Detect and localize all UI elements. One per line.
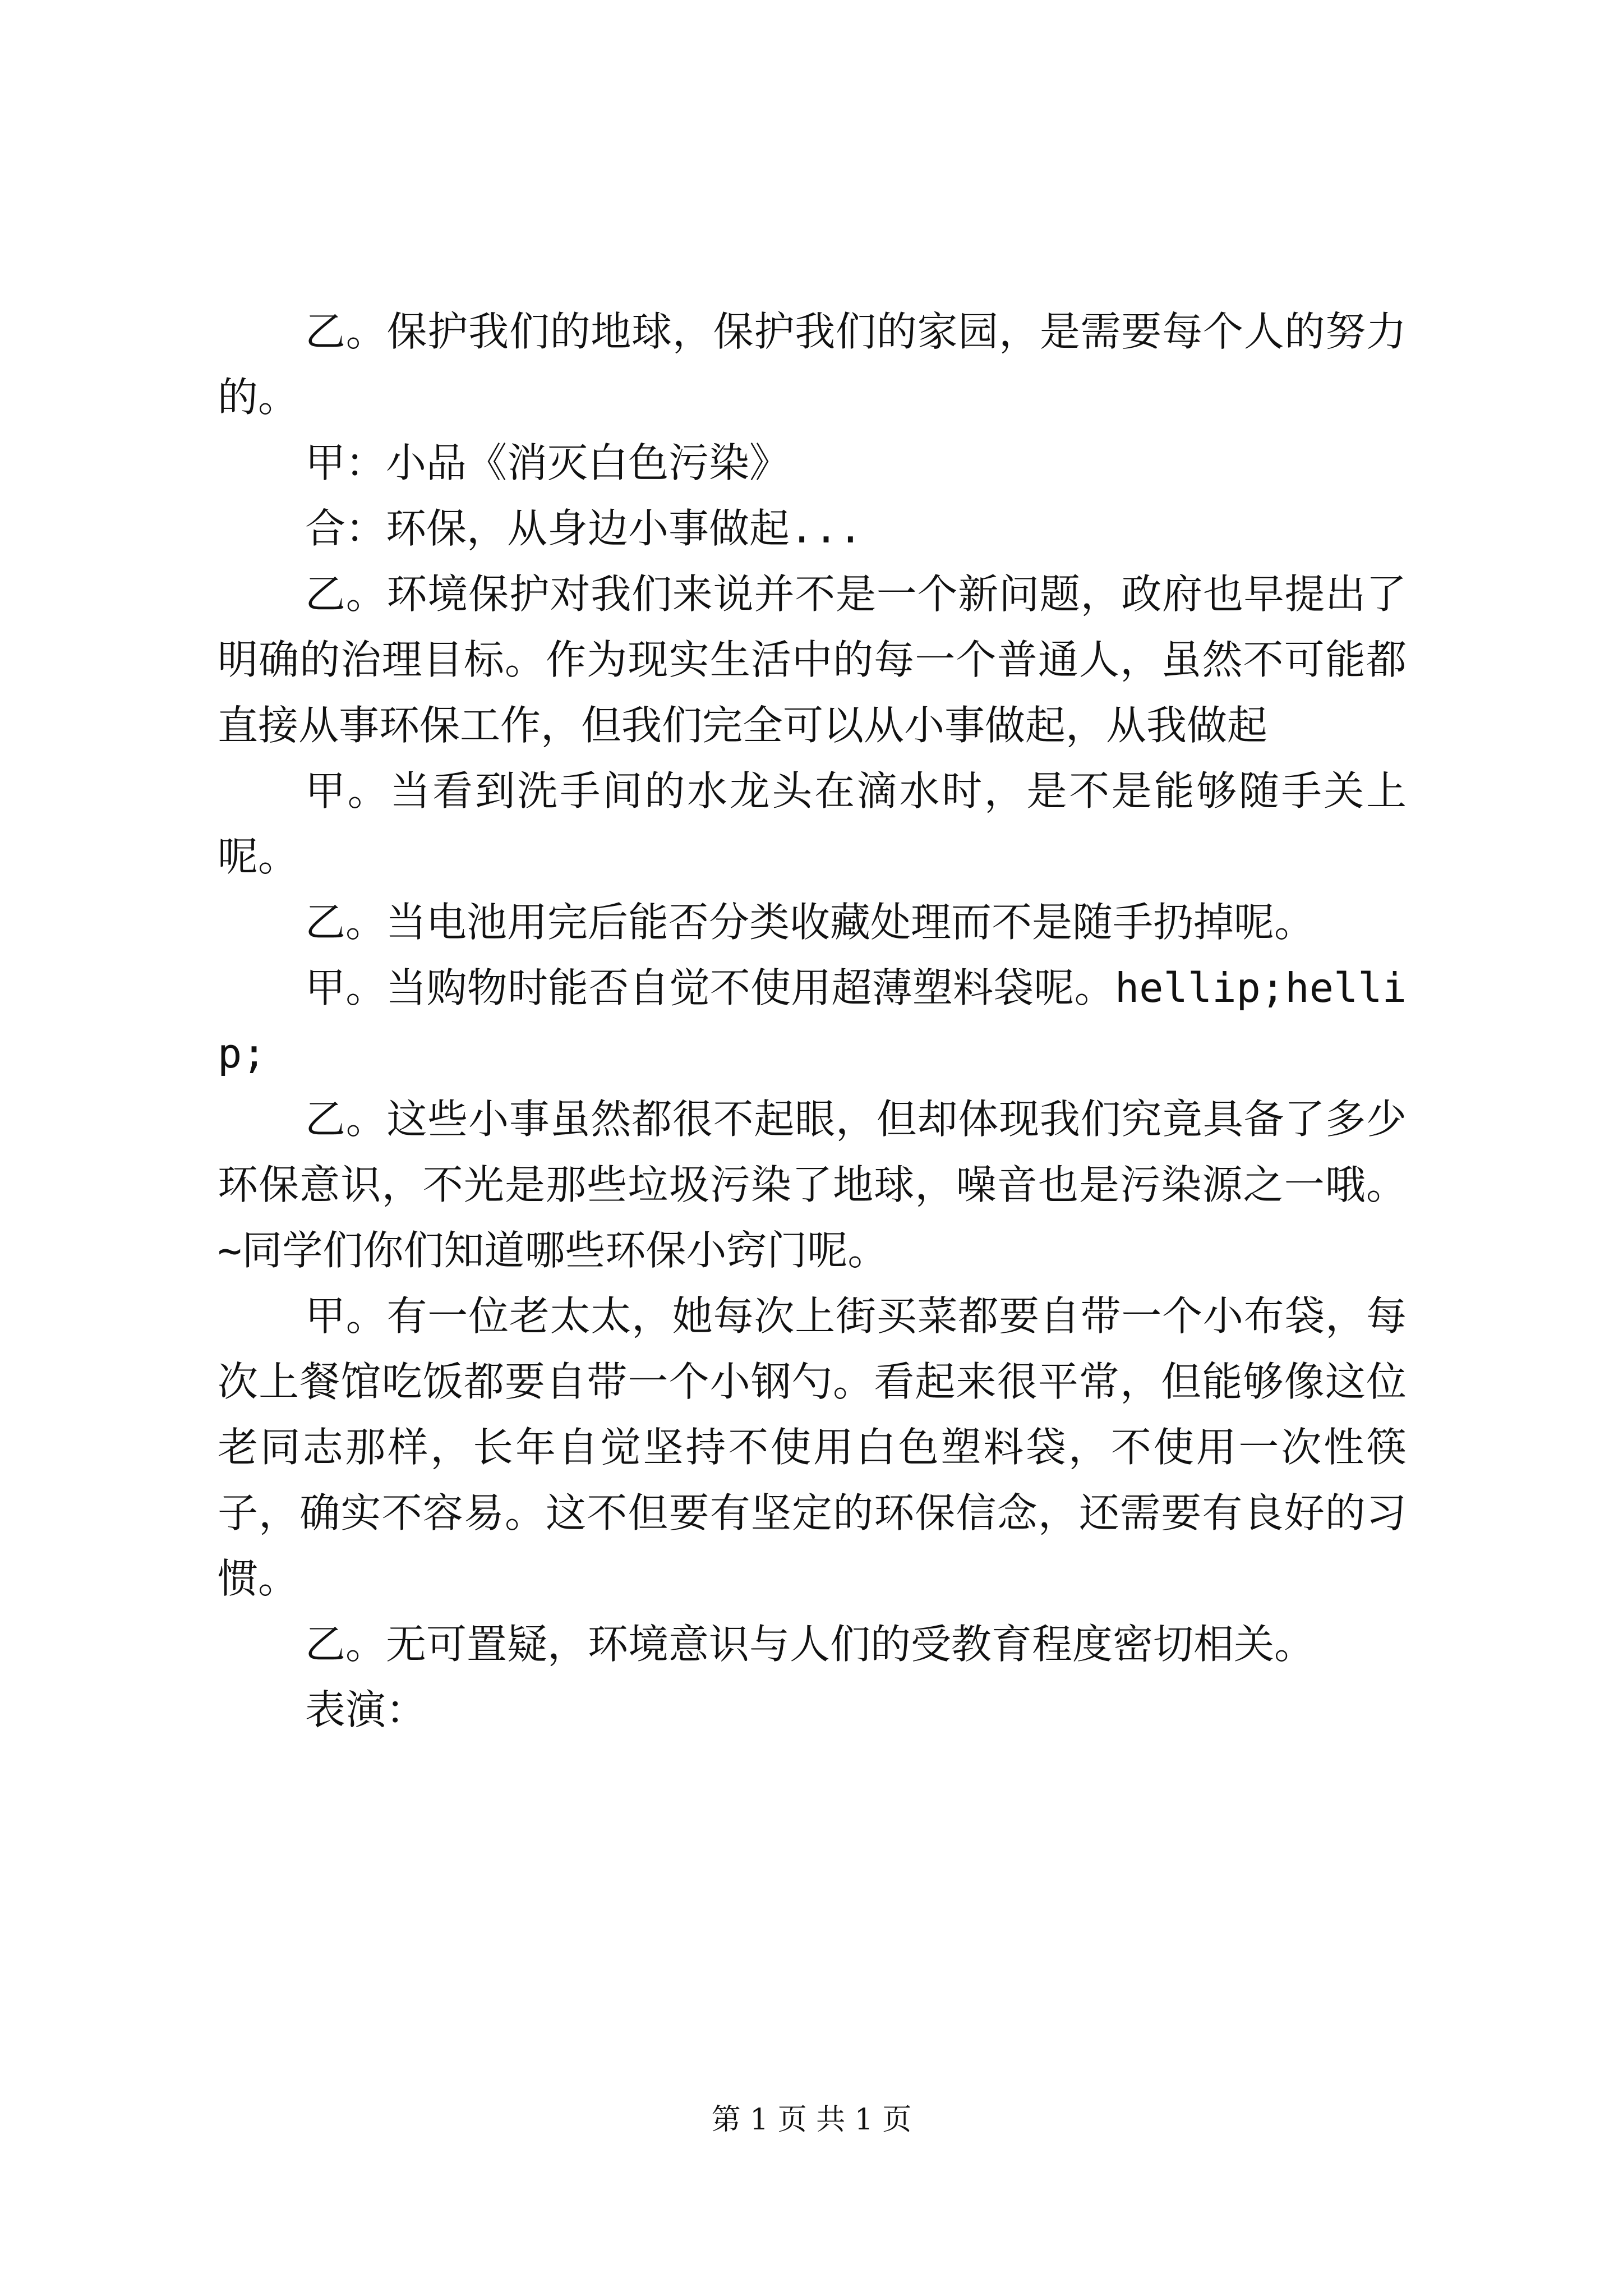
paragraph-8: 乙。这些小事虽然都很不起眼，但却体现我们究竟具备了多少环保意识，不光是那些垃圾污染了地球，噪音也是污染源之一哦。~同学们你们知道哪些环保小窍门呢。	[218, 1096, 1407, 1274]
document-body	[218, 299, 1407, 1743]
page-footer: 第 1 页 共 1 页	[711, 2103, 912, 2137]
paragraph-5: 甲。当看到洗手间的水龙头在滴水时，是不是能够随手关上呢。	[218, 767, 1407, 880]
paragraph-6: 乙。当电池用完后能否分类收藏处理而不是随手扔掉呢。	[305, 899, 1315, 946]
paragraph-3: 合：环保，从身边小事做起...	[305, 505, 863, 552]
paragraph-11: 表演：	[305, 1686, 427, 1733]
paragraph-10: 乙。无可置疑，环境意识与人们的受教育程度密切相关。	[305, 1621, 1315, 1668]
paragraph-9: 甲。有一位老太太，她每次上街买菜都要自带一个小布袋，每次上餐馆吃饭都要自带一个小钢勺。看起来很平常，但能够像这位老同志那样，长年自觉坚持不使用白色塑料袋，不使用一次性筷子，确实不容易。这不但要有坚定的环保信念，还需要有良好的习惯。	[218, 1292, 1407, 1602]
paragraph-4: 乙。环境保护对我们来说并不是一个新问题，政府也早提出了明确的治理目标。作为现实生活中的每一个普通人，虽然不可能都直接从事环保工作，但我们完全可以从小事做起，从我做起	[218, 570, 1407, 749]
paragraph-7: 甲。当购物时能否自觉不使用超薄塑料袋呢。hellip;hellip;	[218, 964, 1407, 1077]
paragraph-2: 甲：小品《消灭白色污染》	[305, 439, 790, 486]
paragraph-1: 乙。保护我们的地球，保护我们的家园，是需要每个人的努力的。	[218, 308, 1407, 421]
